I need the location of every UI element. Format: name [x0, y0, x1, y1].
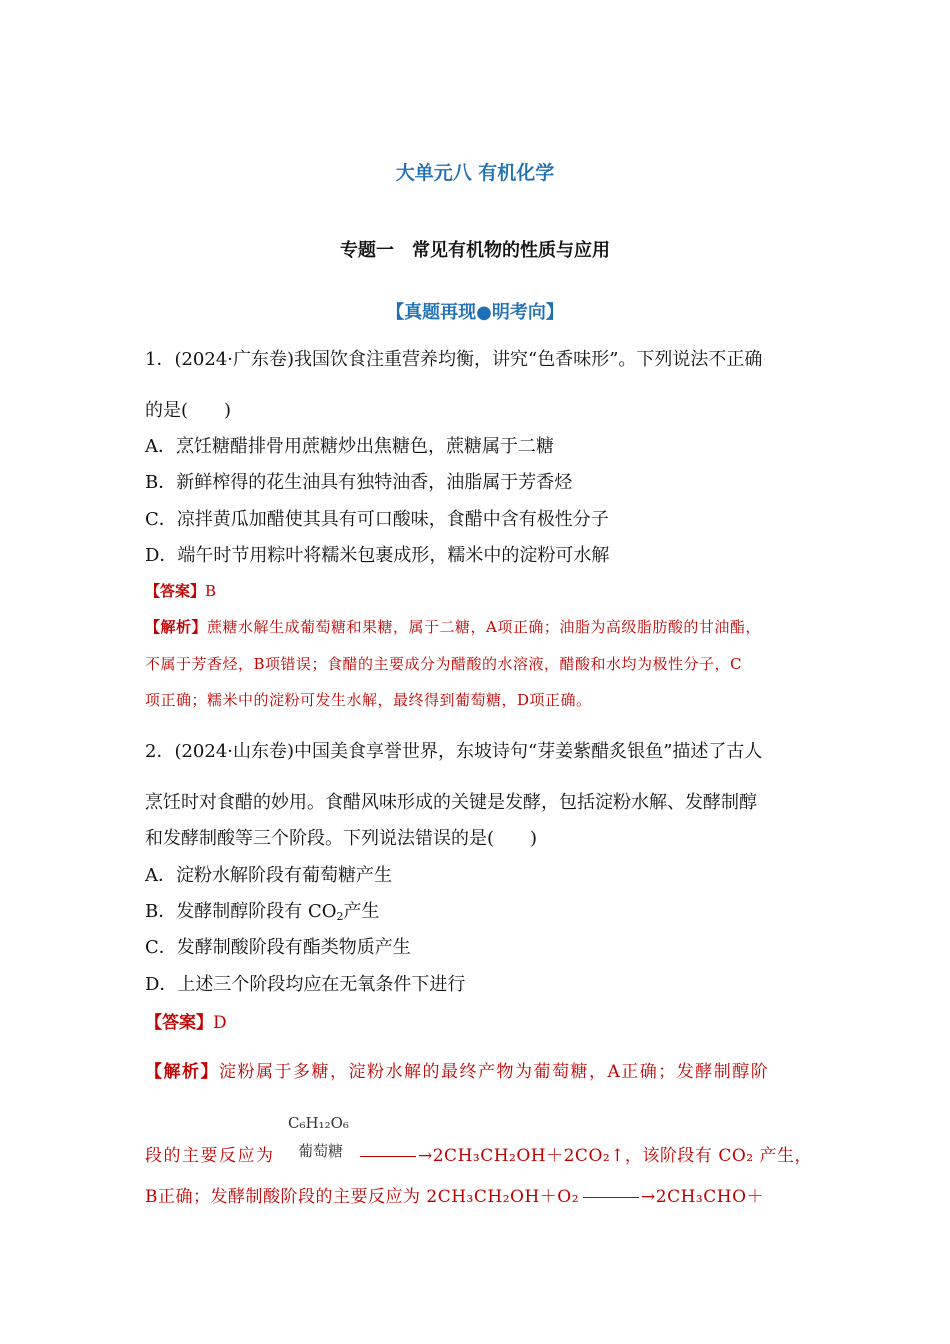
- q2-analysis-line1: [145, 1057, 769, 1082]
- answer-value: D: [213, 1013, 227, 1033]
- option-b-text: B．发酵制醇阶段有 CO: [145, 901, 337, 922]
- section-label: 【真题再现●明考向】: [386, 302, 564, 323]
- analysis-text: B正确；发酵制酸阶段的主要反应为 2CH₃CH₂OH＋O₂: [145, 1187, 580, 1207]
- q1-analysis-line1: [145, 616, 761, 637]
- q2-stem-line1: 2．(2024·山东卷)中国美食享誉世界，东坡诗句“芽姜紫醋炙银鱼”描述了古人: [145, 741, 763, 762]
- unit-title: 大单元八 有机化学: [395, 162, 555, 184]
- analysis-text: 蔗糖水解生成葡萄糖和果糖，属于二糖，A项正确；油脂为高级脂肪酸的甘油酯，: [207, 618, 761, 636]
- reaction-products: →2CH₃CHO＋: [641, 1187, 765, 1207]
- q2-stem-line2: 烹饪时对食醋的妙用。食醋风味形成的关键是发酵，包括淀粉水解、发酵制醇: [145, 792, 757, 813]
- analysis-text: 淀粉属于多糖，淀粉水解的最终产物为葡萄糖，A正确；发酵制醇阶: [219, 1062, 770, 1082]
- q2-analysis-line2-pre: 段的主要反应为: [145, 1146, 275, 1166]
- q2-answer: [145, 1008, 227, 1033]
- analysis-tag: 【解析】: [145, 618, 208, 636]
- q2-option-b: [145, 897, 379, 923]
- answer-tag: 【答案】: [145, 1013, 213, 1033]
- q1-stem-line1: 1．(2024·广东卷)我国饮食注重营养均衡，讲究“色香味形”。下列说法不正确: [145, 349, 763, 370]
- answer-tag: 【答案】: [145, 582, 206, 600]
- q2-option-c: C．发酵制酸阶段有酯类物质产生: [145, 937, 411, 958]
- reaction-arrow-icon: [360, 1156, 416, 1157]
- q2-stem-line3: 和发酵制酸等三个阶段。下列说法错误的是( ): [145, 828, 538, 849]
- formula-reactant-label: 葡萄糖: [298, 1142, 344, 1160]
- q1-option-d: D．端午时节用粽叶将糯米包裹成形，糯米中的淀粉可水解: [145, 545, 610, 566]
- analysis-tag: 【解析】: [145, 1062, 219, 1082]
- formula-reactant: C₆H₁₂O₆: [288, 1114, 349, 1132]
- q2-option-d: D．上述三个阶段均应在无氧条件下进行: [145, 974, 466, 995]
- reaction-products: →2CH₃CH₂OH＋2CO₂↑，该阶段有 CO₂ 产生，: [418, 1146, 813, 1166]
- q1-stem-line2: 的是( ): [145, 400, 232, 421]
- q2-option-a: A．淀粉水解阶段有葡萄糖产生: [145, 865, 392, 886]
- q2-analysis-line2-reaction: [356, 1141, 812, 1166]
- q1-analysis-line2: 不属于芳香烃，B项错误；食醋的主要成分为醋酸的水溶液，醋酸和水均为极性分子，C: [145, 655, 743, 673]
- topic-title: 专题一 常见有机物的性质与应用: [340, 240, 610, 261]
- q2-analysis-line3: [145, 1182, 764, 1207]
- q1-option-b: B．新鲜榨得的花生油具有独特油香，油脂属于芳香烃: [145, 472, 573, 493]
- reaction-arrow-icon: [583, 1197, 639, 1198]
- q1-analysis-line3: 项正确；糯米中的淀粉可发生水解，最终得到葡萄糖，D项正确。: [145, 691, 592, 709]
- answer-value: B: [205, 582, 217, 600]
- option-b-subscript: 2: [336, 910, 344, 923]
- q1-answer: [145, 580, 216, 601]
- q1-option-c: C．凉拌黄瓜加醋使其具有可口酸味，食醋中含有极性分子: [145, 509, 609, 530]
- option-b-tail: 产生: [343, 901, 380, 922]
- q1-option-a: A．烹饪糖醋排骨用蔗糖炒出焦糖色，蔗糖属于二糖: [145, 436, 554, 457]
